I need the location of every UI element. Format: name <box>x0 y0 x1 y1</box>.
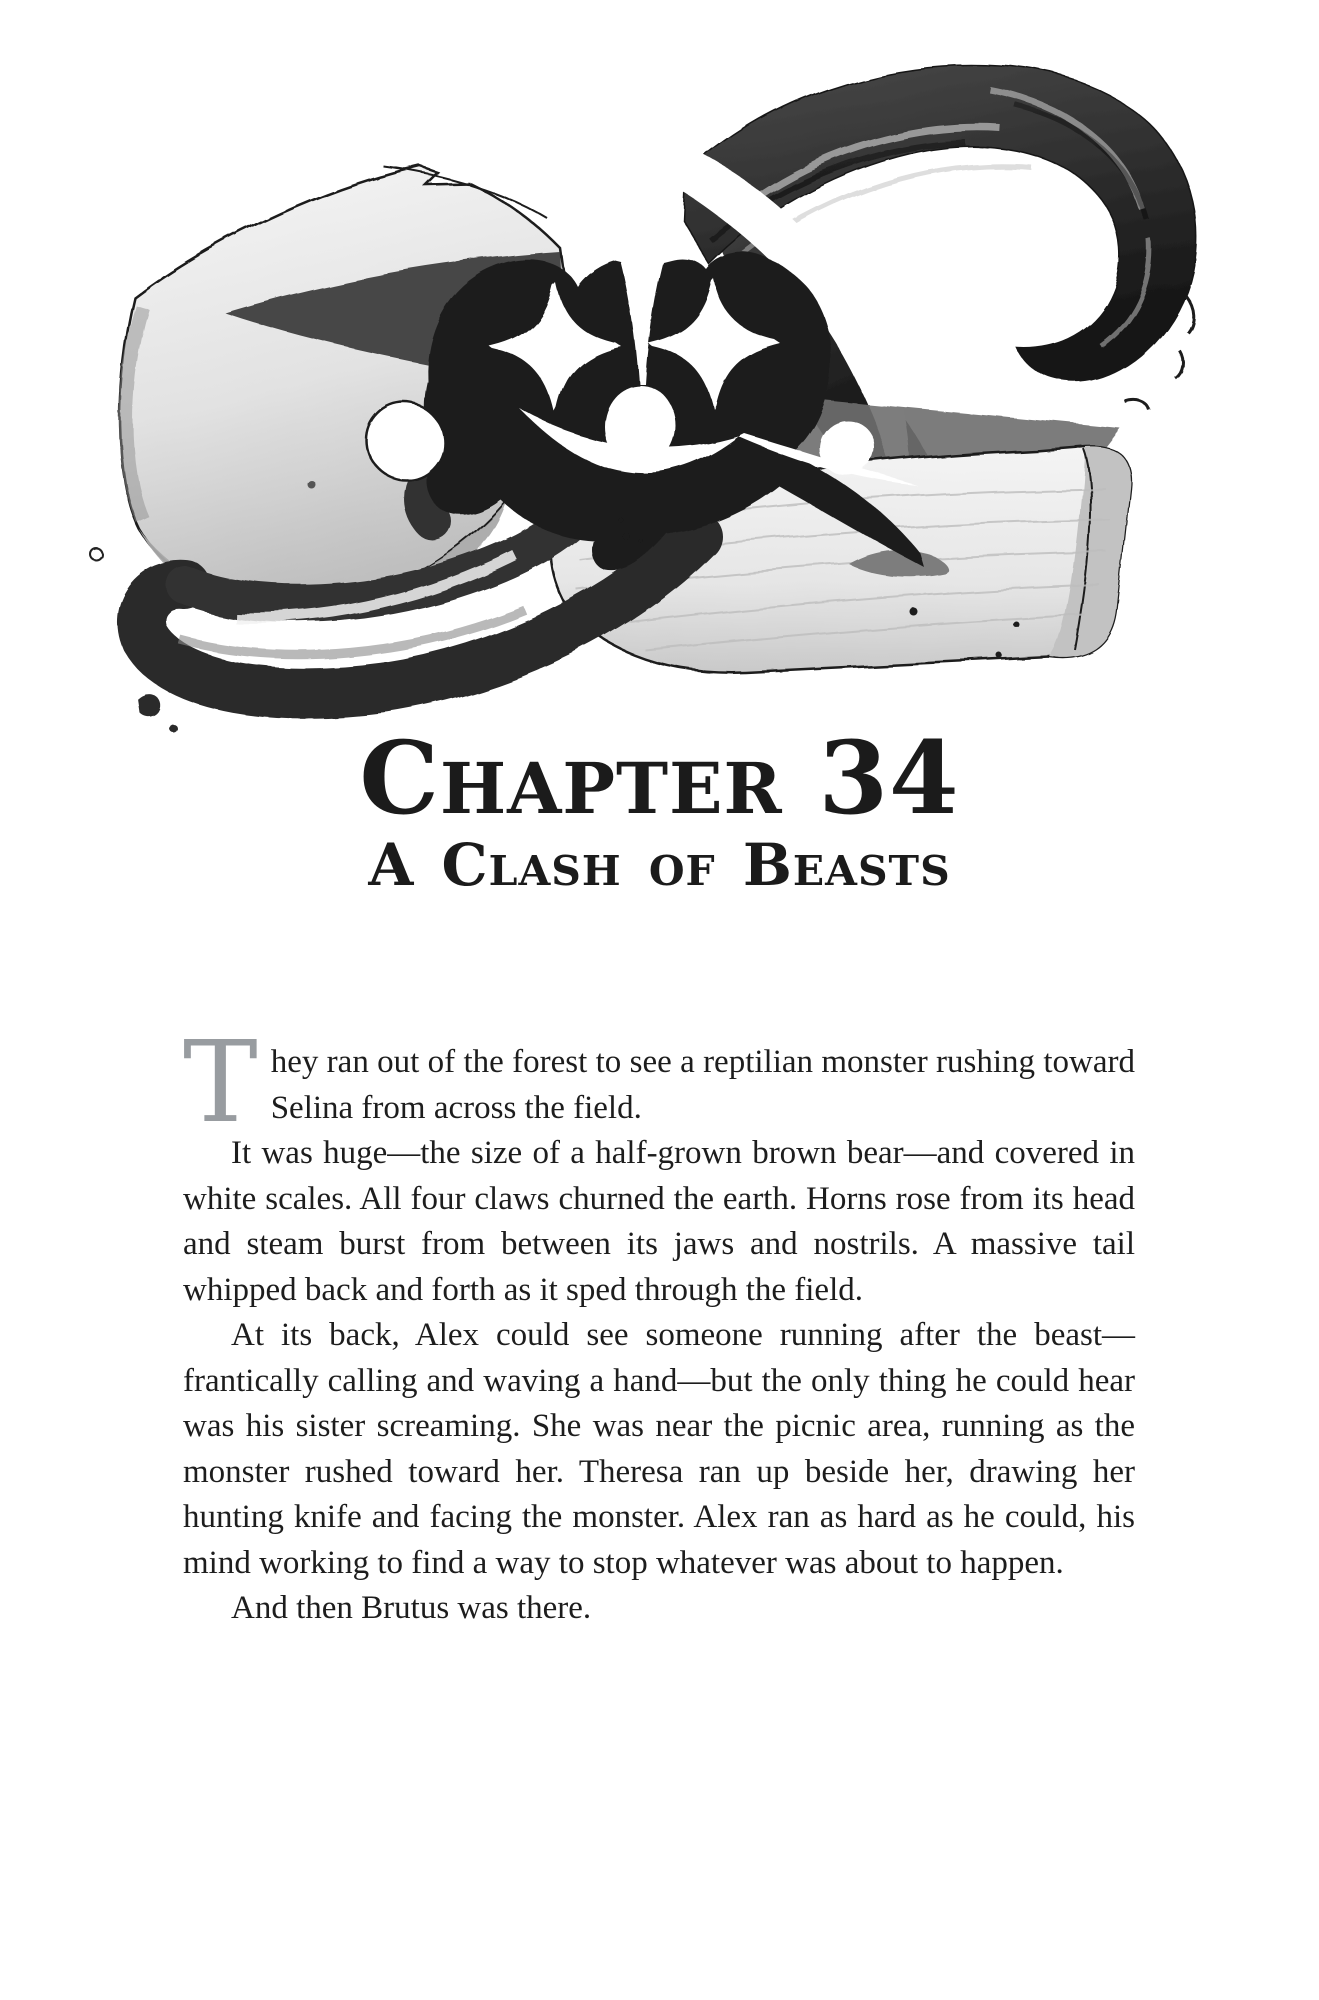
paragraph-4-text: And then Brutus was there. <box>231 1590 592 1626</box>
paragraph-1-text: hey ran out of the forest to see a reptilian monster rushing toward Selina from across the field. <box>270 1044 1135 1126</box>
hat-ball <box>367 403 443 479</box>
chapter-illustration <box>85 50 1245 770</box>
chapter-number: Chapter 34 <box>359 719 960 837</box>
paragraph-3-text: At its back, Alex could see someone running after the beast—frantically calling and waving a hand—but the only thing he could hear was his sister screaming. She was near the picnic area, running as the monster rushed toward her. Theresa ran up beside her, drawing her hunting knife and facing the monster. Alex ran as hard as he could, his mind working to find a way to stop whatever was about to happen. <box>183 1317 1135 1581</box>
chapter-text <box>183 1018 1135 1632</box>
paragraph-2 <box>183 1131 1135 1313</box>
paragraph-2-text: It was huge—the size of a half-grown brown bear—and covered in white scales. All four claws churned the earth. Horns rose from its head and steam burst from between its jaws and nostrils. A massive tail whipped back and forth as it sped through the field. <box>183 1135 1135 1308</box>
chapter-subtitle: A Clash of Beasts <box>368 831 951 899</box>
paragraph-4 <box>183 1586 1135 1632</box>
chapter-heading <box>0 719 1319 899</box>
paragraph-3 <box>183 1313 1135 1586</box>
dropcap-letter: T <box>183 1018 258 1148</box>
jester-swirl-drawing-svg <box>85 50 1245 770</box>
paragraph-1 <box>183 1018 1135 1148</box>
